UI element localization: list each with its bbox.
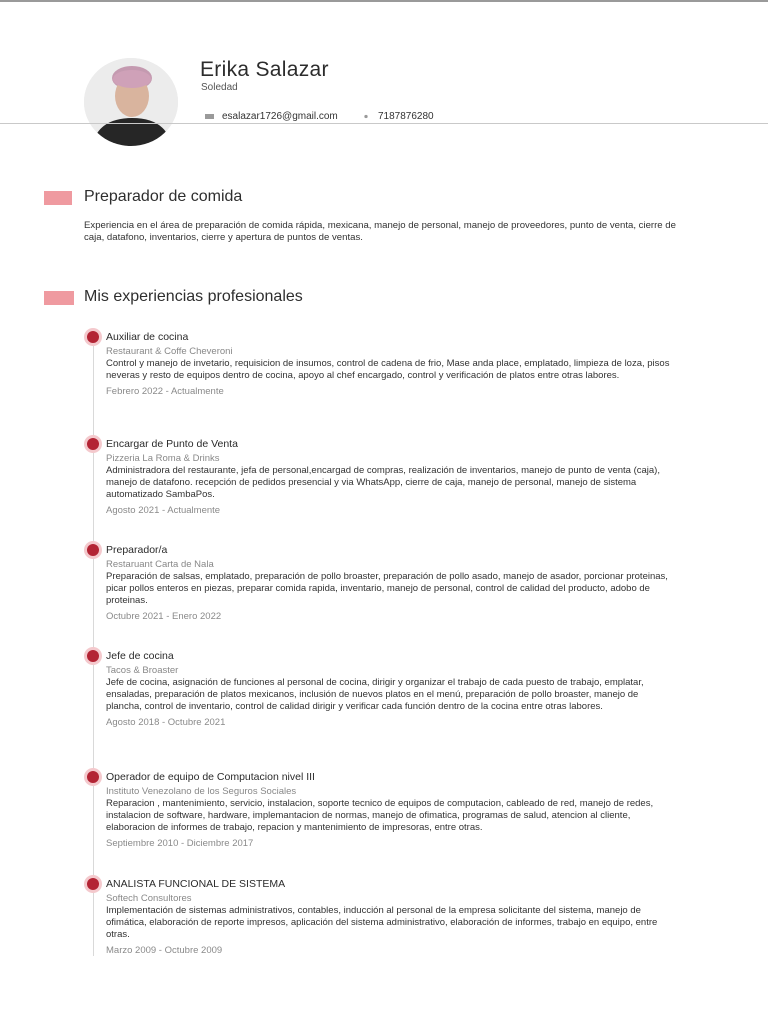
section-accent-bar — [44, 291, 74, 305]
experience-description: Preparación de salsas, emplatado, preparación de pollo broaster, preparación de pollo asado, manejo de asador, porcionar proteinas, picar pollos enteros en piezas, preparar comida rapida, inventario, manejo de personal, control de calidad del producto, adobo de proteinas. — [106, 571, 668, 606]
experience-role: Operador de equipo de Computacion nivel III — [106, 771, 315, 783]
experience-description: Implementación de sistemas administrativos, contables, inducción al personal de la empresa solicitante del sistema, manejo de ofimática, elaboración de reporte impresos, aplicación del sistema administrativo, elaboración de informes, trabajo en equipo, entre otras. — [106, 905, 658, 940]
experience-description: Jefe de cocina, asignación de funciones al personal de cocina, dirigir y organizar el trabajo de cada puesto de trabajo, emplatar, ensaladas, preparación de platos mexicanos, inclusión de nuevos platos en el menú, preparación de pollo broaster, manejo de plancha, control de inventario, control de calidad dirigir y verificar cada función dentro de la cocina entre otras labores. — [106, 677, 644, 712]
phone-contact[interactable] — [364, 111, 434, 122]
top-border-line — [0, 0, 768, 2]
experience-role: Preparador/a — [106, 544, 168, 556]
timeline-dot-icon — [87, 771, 99, 783]
experience-title: Mis experiencias profesionales — [84, 288, 303, 305]
experience-dates: Agosto 2018 - Octubre 2021 — [106, 717, 226, 728]
timeline-line — [93, 336, 94, 956]
email-text[interactable]: esalazar1726@gmail.com — [222, 111, 338, 122]
candidate-name: Erika Salazar — [200, 58, 329, 81]
experience-role: Jefe de cocina — [106, 650, 174, 662]
candidate-city: Soledad — [201, 82, 238, 93]
experience-company: Tacos & Broaster — [106, 665, 179, 676]
timeline-dot-icon — [87, 438, 99, 450]
experience-role: ANALISTA FUNCIONAL DE SISTEMA — [106, 878, 286, 890]
experience-description: Administradora del restaurante, jefa de personal,encargad de compras, realización de inventarios, manejo de punto de venta (caja), manejo de datafono. recepción de pedidos presencial y via WhatsApp, cierre de caja, manejo de personal, manejo de sistema automatizado SambaPos. — [106, 465, 660, 500]
experience-company: Restaruant Carta de Nala — [106, 559, 214, 570]
experience-dates: Octubre 2021 - Enero 2022 — [106, 611, 222, 622]
email-contact[interactable] — [205, 111, 338, 122]
header-divider — [0, 123, 768, 124]
phone-text[interactable]: 7187876280 — [378, 111, 434, 122]
section-accent-bar — [44, 191, 72, 205]
experience-dates: Agosto 2021 - Actualmente — [106, 505, 221, 516]
phone-icon — [364, 114, 370, 119]
timeline-dot-icon — [87, 878, 99, 890]
profile-photo-icon — [84, 58, 178, 146]
timeline-dot-icon — [87, 650, 99, 662]
experience-item — [106, 770, 674, 850]
experience-item — [106, 543, 674, 623]
envelope-icon — [205, 114, 214, 119]
experience-role: Auxiliar de cocina — [106, 331, 189, 343]
experience-item — [106, 437, 674, 517]
experience-item — [106, 649, 674, 729]
experience-company: Restaurant & Coffe Cheveroni — [106, 346, 233, 357]
experience-description: Control y manejo de invetario, requisicion de insumos, control de cadena de frio, Mase anda place, emplatado, limpieza de loza, pisos neveras y resto de equipos dentro de cocina, apoyo al chef encargado, control y verificación de platos entre otras labores. — [106, 358, 670, 381]
experience-dates: Marzo 2009 - Octubre 2009 — [106, 945, 223, 956]
summary-title: Preparador de comida — [84, 188, 243, 205]
experience-dates: Septiembre 2010 - Diciembre 2017 — [106, 838, 254, 849]
experience-role: Encargar de Punto de Venta — [106, 438, 238, 450]
experience-item — [106, 877, 674, 957]
experience-company: Instituto Venezolano de los Seguros Sociales — [106, 786, 297, 797]
timeline-dot-icon — [87, 331, 99, 343]
profile-photo — [84, 58, 178, 146]
experience-item — [106, 330, 674, 398]
experience-description: Reparacion , mantenimiento, servicio, instalacion, soporte tecnico de equipos de computacion, cableado de red, manejo de redes, instalacion de software, hardware, implemantacion de normas, manejo de ofimatica, programas de salud, atencion al cliente, elaboracion de informes de trabajo, repacion y mantenimiento de impresoras, entre otras. — [106, 798, 654, 833]
timeline-dot-icon — [87, 544, 99, 556]
experience-dates: Febrero 2022 - Actualmente — [106, 386, 224, 397]
experience-company: Softech Consultores — [106, 893, 192, 904]
experience-company: Pizzeria La Roma & Drinks — [106, 453, 220, 464]
summary-text: Experiencia en el área de preparación de comida rápida, mexicana, manejo de personal, manejo de proveedores, punto de venta, cierre de caja, datafono, inventarios, cierre y apertura de puntos de ventas. — [84, 220, 676, 243]
